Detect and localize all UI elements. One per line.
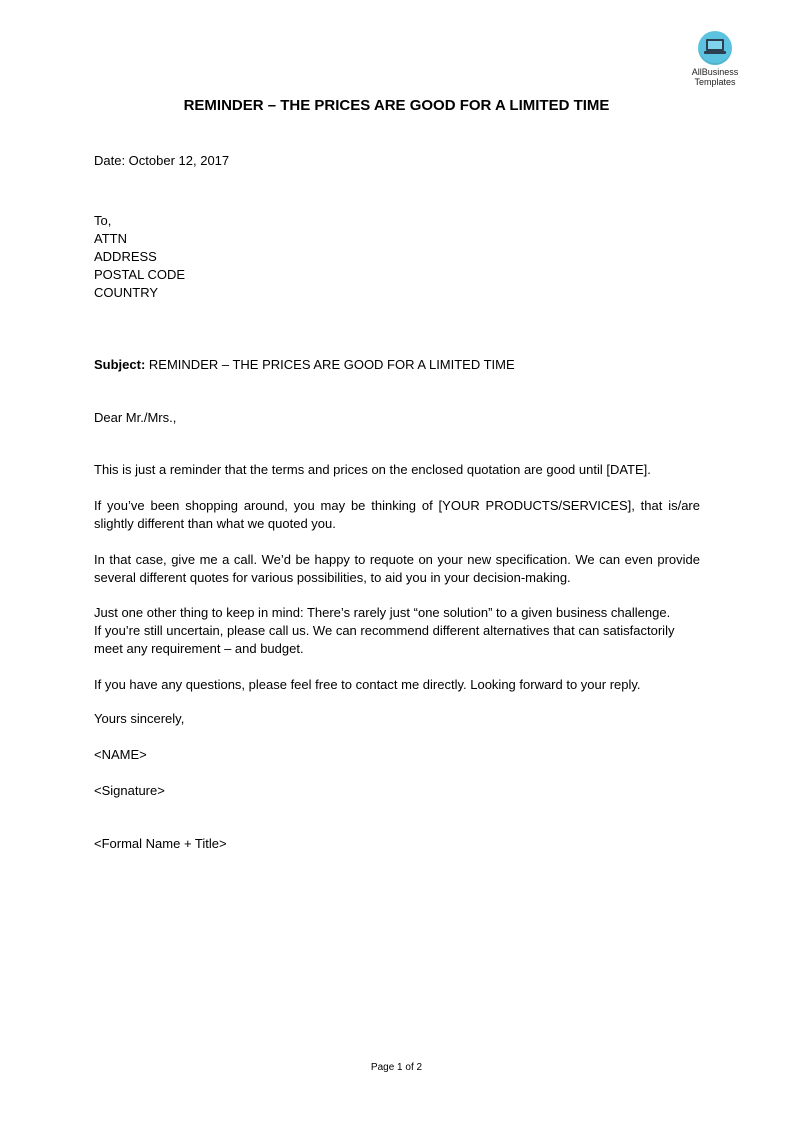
closing-name: <NAME> xyxy=(94,747,147,762)
letter-date: Date: October 12, 2017 xyxy=(94,153,230,168)
page-number: Page 1 of 2 xyxy=(370,1062,423,1073)
closing-formal-name: <Formal Name + Title> xyxy=(94,836,227,851)
address-postal-code: POSTAL CODE xyxy=(94,267,186,282)
body-paragraph-4-line-1: Just one other thing to keep in mind: There’s rarely just “one solution” to a given business challenge. xyxy=(94,605,671,620)
subject-label: Subject: xyxy=(94,357,146,372)
address-country: COUNTRY xyxy=(94,285,159,300)
address-attn: ATTN xyxy=(94,231,127,246)
subject-line xyxy=(94,356,515,374)
body-paragraph-5: If you have any questions, please feel free to contact me directly. Looking forward to your reply. xyxy=(94,677,641,692)
logo-text-line1: AllBusiness xyxy=(691,67,739,77)
body-paragraph-1: This is just a reminder that the terms and prices on the enclosed quotation are good until [DATE]. xyxy=(94,462,651,477)
subject-text: REMINDER – THE PRICES ARE GOOD FOR A LIMITED TIME xyxy=(148,357,515,372)
document-title: REMINDER – THE PRICES ARE GOOD FOR A LIMITED TIME xyxy=(183,97,610,114)
body-paragraph-2: If you’ve been shopping around, you may be thinking of [YOUR PRODUCTS/SERVICES], that is/are slightly different than what we quoted you. xyxy=(94,498,700,531)
body-paragraph-3: In that case, give me a call. We’d be happy to requote on your new specification. We can even provide several different quotes for various possibilities, to aid you in your decision-making. xyxy=(94,552,700,585)
address-to: To, xyxy=(94,213,112,228)
laptop-icon xyxy=(698,31,732,65)
body-paragraph-4-line-2: If you’re still uncertain, please call us. We can recommend different alternatives that can satisfactorily meet any requirement – and budget. xyxy=(94,623,675,656)
company-logo xyxy=(684,31,746,87)
greeting: Dear Mr./Mrs., xyxy=(94,410,177,425)
logo-text-line2: Templates xyxy=(694,77,736,87)
closing-sincerely: Yours sincerely, xyxy=(94,711,185,726)
address-line: ADDRESS xyxy=(94,249,157,264)
closing-signature: <Signature> xyxy=(94,783,165,798)
